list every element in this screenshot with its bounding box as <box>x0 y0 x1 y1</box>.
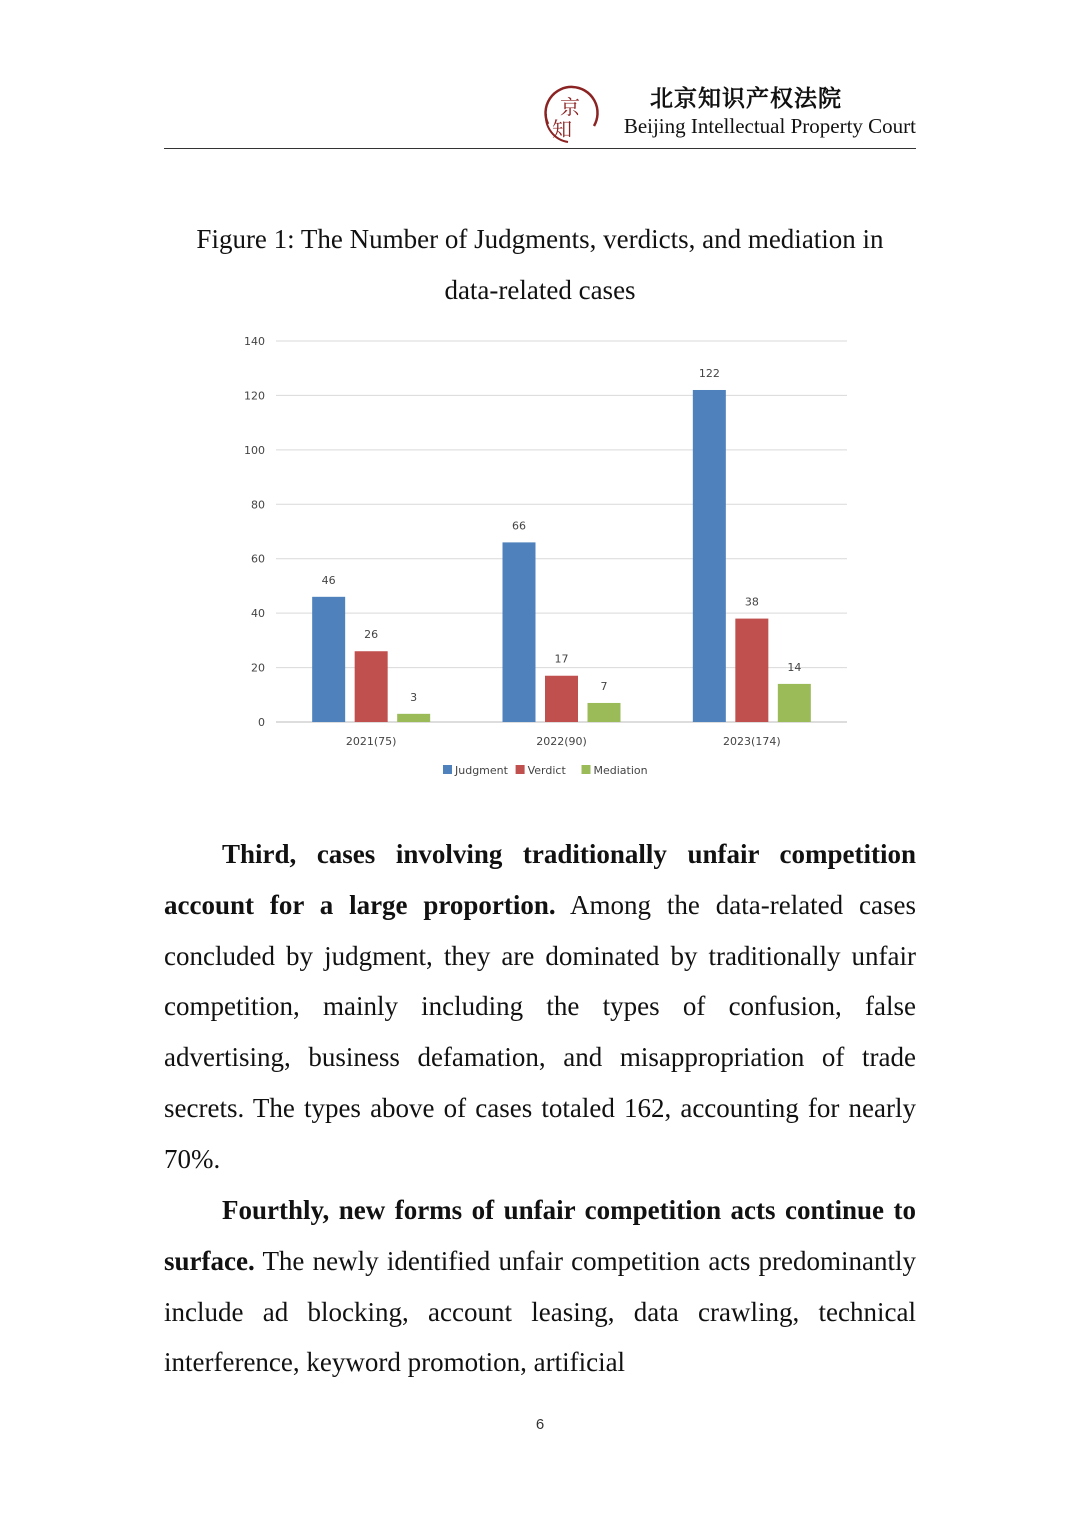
legend-label-judgment: Judgment <box>455 764 508 777</box>
bar-verdict <box>735 619 768 722</box>
bar-verdict <box>545 676 578 722</box>
y-tick-label: 0 <box>258 716 265 729</box>
y-tick-label: 20 <box>251 661 265 675</box>
paragraph-fourth <box>164 1185 916 1388</box>
data-label: 17 <box>554 652 569 666</box>
data-label: 3 <box>410 690 418 704</box>
page-header <box>164 80 916 149</box>
data-label: 14 <box>787 660 802 674</box>
y-tick-label: 100 <box>244 443 265 457</box>
bar-chart <box>0 320 1080 810</box>
paragraph-body: Among the data-related cases concluded by judgment, they are dominated by traditionally unfair competition, mainly including the types of confusion, false advertising, business defamation, and misappropriation of trade secrets. The types above of cases totaled 162, accounting for nearly 70%. <box>164 889 916 1174</box>
data-label: 26 <box>364 628 379 642</box>
paragraph-body: The newly identified unfair competition acts predominantly include ad blocking, account leasing, data crawling, technical interference, keyword promotion, artificial <box>164 1245 916 1378</box>
bar-judgment <box>503 542 536 722</box>
data-label: 7 <box>600 679 608 693</box>
y-tick-label: 60 <box>251 552 265 566</box>
bar-mediation <box>397 714 430 722</box>
bar-judgment <box>312 597 345 722</box>
y-tick-label: 40 <box>251 607 265 621</box>
bar-mediation <box>778 684 811 722</box>
bar-mediation <box>588 703 621 722</box>
x-tick-label: 2023(174) <box>723 735 781 748</box>
paragraph-lead: Third, cases involving traditionally unfair competition account for a large proportion. <box>164 839 916 920</box>
paragraph-lead: Fourthly, new forms of unfair competition acts continue to surface. <box>164 1195 916 1276</box>
court-name-chinese: 北京知识产权法院 <box>650 86 842 112</box>
x-tick-label: 2022(90) <box>536 735 587 748</box>
svg-text:知: 知 <box>552 117 572 141</box>
data-label: 122 <box>698 366 720 380</box>
paragraph-third <box>164 829 916 1185</box>
data-label: 46 <box>321 573 336 587</box>
data-label: 38 <box>744 595 759 609</box>
legend-swatch-verdict <box>516 765 525 774</box>
x-tick-label: 2021(75) <box>345 735 397 748</box>
bar-judgment <box>693 390 726 722</box>
figure-title-line2: data-related cases <box>444 275 636 305</box>
legend-label-verdict: Verdict <box>527 764 566 777</box>
data-label: 66 <box>512 519 526 533</box>
y-tick-label: 140 <box>244 335 265 348</box>
legend-swatch-mediation <box>582 765 591 774</box>
legend-label-mediation: Mediation <box>593 764 648 777</box>
page-number: 6 <box>535 1416 545 1433</box>
legend-swatch-judgment <box>443 765 452 774</box>
bar-verdict <box>355 651 388 722</box>
court-logo-seal <box>540 84 602 146</box>
y-tick-label: 120 <box>244 389 265 403</box>
svg-text:京: 京 <box>560 95 580 119</box>
figure-title <box>164 214 916 316</box>
figure-title-line1: Figure 1: The Number of Judgments, verdicts, and mediation in <box>196 224 884 254</box>
y-tick-label: 80 <box>251 498 265 512</box>
court-name-english: Beijing Intellectual Property Court <box>623 114 916 138</box>
